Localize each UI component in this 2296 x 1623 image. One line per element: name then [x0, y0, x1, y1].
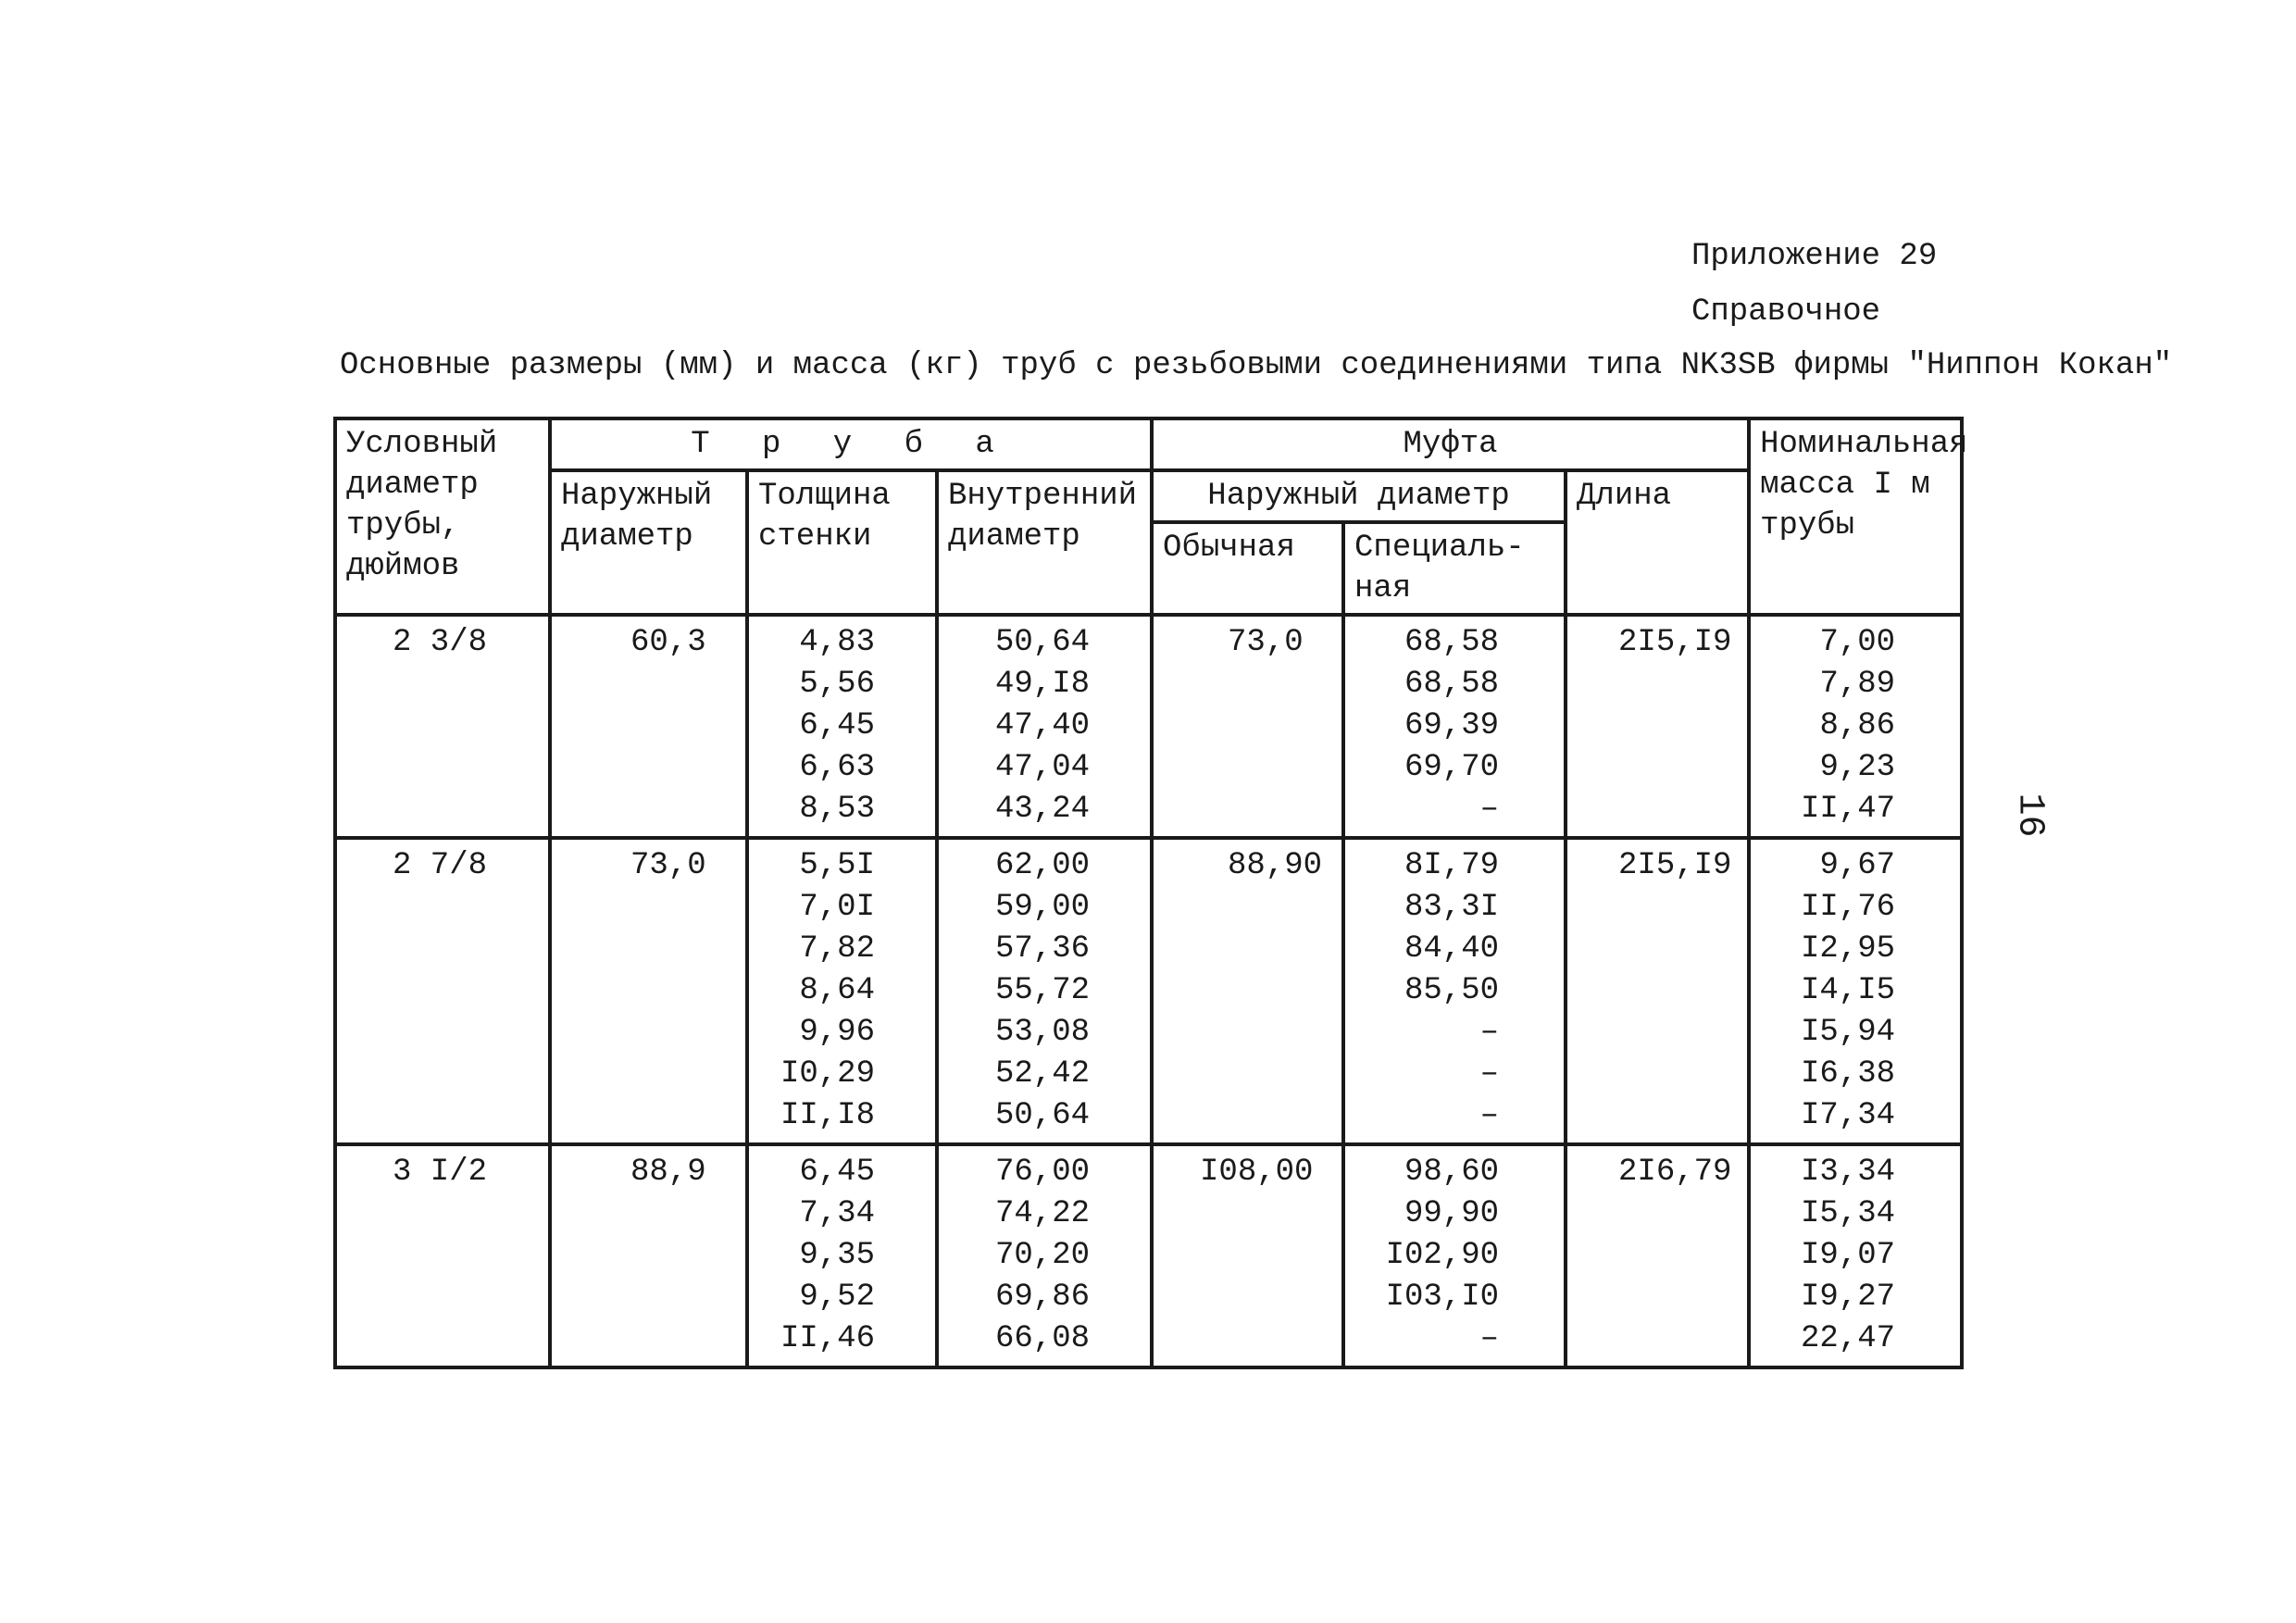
cell-nominal-mass-value: II,47	[1801, 792, 1896, 827]
cell-coupling-length-value: 2I5,I9	[1618, 625, 1732, 660]
cell-coupling-special-value: 69,70	[1404, 750, 1500, 785]
cell-nominal-diameter	[335, 838, 550, 1144]
cell-nominal-mass	[1749, 1144, 1962, 1367]
cell-nominal-mass-value: I2,95	[1801, 931, 1896, 967]
header-row-2	[335, 470, 1962, 522]
cell-wall-thickness-value: II,I8	[780, 1098, 875, 1133]
cell-nominal-diameter-value: 2 7/8	[393, 848, 488, 883]
cell-inner-diameter-value: 52,42	[995, 1056, 1091, 1092]
cell-nominal-mass	[1749, 615, 1962, 838]
header-pipe-group: Т р у б а	[550, 418, 1152, 470]
cell-coupling-special-value: 68,58	[1404, 667, 1500, 702]
cell-coupling-special-value: 83,3I	[1404, 890, 1500, 925]
cell-wall-thickness-value: 7,0I	[799, 890, 875, 925]
cell-wall-thickness-value: 5,56	[799, 667, 875, 702]
cell-wall-thickness-value: 6,45	[799, 1155, 875, 1190]
cell-inner-diameter-value: 62,00	[995, 848, 1091, 883]
table-row	[335, 838, 1962, 1144]
cell-wall-thickness-value: II,46	[780, 1321, 875, 1356]
table-row	[335, 1144, 1962, 1367]
cell-wall-thickness	[747, 615, 937, 838]
cell-outer-diameter	[550, 615, 747, 838]
cell-coupling-length	[1566, 1144, 1749, 1367]
cell-inner-diameter-value: 43,24	[995, 792, 1091, 827]
cell-nominal-mass-value: 9,67	[1819, 848, 1896, 883]
cell-inner-diameter-value: 57,36	[995, 931, 1091, 967]
cell-coupling-special-value: 84,40	[1404, 931, 1500, 967]
cell-wall-thickness-value: 5,5I	[799, 848, 875, 883]
cell-nominal-mass-value: I5,34	[1801, 1196, 1896, 1231]
cell-nominal-mass-value: I4,I5	[1801, 973, 1896, 1008]
cell-inner-diameter-value: 76,00	[995, 1155, 1091, 1190]
cell-wall-thickness-value: 6,45	[799, 708, 875, 743]
cell-wall-thickness-value: 9,96	[799, 1015, 875, 1050]
cell-inner-diameter-value: 74,22	[995, 1196, 1091, 1231]
cell-coupling-special-value: –	[1479, 792, 1500, 827]
cell-nominal-mass-value: I6,38	[1801, 1056, 1896, 1092]
cell-nominal-mass-value: 7,89	[1819, 667, 1896, 702]
annex-title: Приложение 29	[1691, 239, 1938, 274]
cell-coupling-special	[1343, 615, 1566, 838]
cell-inner-diameter-value: 49,I8	[995, 667, 1091, 702]
header-coupling-regular: Обычная	[1152, 522, 1343, 615]
cell-nominal-diameter-value: 2 3/8	[393, 625, 488, 660]
cell-inner-diameter	[937, 615, 1152, 838]
cell-nominal-mass-value: I3,34	[1801, 1155, 1896, 1190]
header-coupling-group: Муфта	[1152, 418, 1749, 470]
cell-coupling-special-value: –	[1479, 1015, 1500, 1050]
pipe-dimensions-table	[333, 417, 1968, 1369]
cell-coupling-special-value: 8I,79	[1404, 848, 1500, 883]
cell-nominal-mass-value: 9,23	[1819, 750, 1896, 785]
cell-nominal-mass-value: I9,07	[1801, 1238, 1896, 1273]
cell-inner-diameter-value: 47,04	[995, 750, 1091, 785]
cell-wall-thickness-value: 4,83	[799, 625, 875, 660]
cell-inner-diameter	[937, 1144, 1152, 1367]
cell-coupling-regular-value: 73,0	[1228, 625, 1304, 660]
cell-wall-thickness-value: 6,63	[799, 750, 875, 785]
cell-nominal-mass	[1749, 838, 1962, 1144]
cell-inner-diameter-value: 50,64	[995, 625, 1091, 660]
cell-coupling-special-value: I03,I0	[1385, 1280, 1500, 1315]
cell-coupling-special-value: 85,50	[1404, 973, 1500, 1008]
cell-nominal-diameter	[335, 1144, 550, 1367]
page-number: 16	[2008, 793, 2051, 838]
header-coupling-special: Специаль- ная	[1343, 522, 1566, 615]
cell-inner-diameter-value: 59,00	[995, 890, 1091, 925]
cell-nominal-mass-value: 8,86	[1819, 708, 1896, 743]
cell-coupling-length-value: 2I5,I9	[1618, 848, 1732, 883]
cell-wall-thickness-value: 8,53	[799, 792, 875, 827]
cell-coupling-regular	[1152, 838, 1343, 1144]
header-nominal-mass: Номинальная масса I м трубы	[1749, 418, 1962, 615]
table-row	[335, 615, 1962, 838]
cell-coupling-special-value: I02,90	[1385, 1238, 1500, 1273]
cell-wall-thickness-value: 9,52	[799, 1280, 875, 1315]
header-row-1	[335, 418, 1962, 470]
header-inner-diameter: Внутренний диаметр	[937, 470, 1152, 615]
cell-coupling-regular	[1152, 1144, 1343, 1367]
cell-wall-thickness	[747, 1144, 937, 1367]
cell-wall-thickness-value: 7,34	[799, 1196, 875, 1231]
cell-wall-thickness	[747, 838, 937, 1144]
header-pipe-outer-diameter: Наружный диаметр	[550, 470, 747, 615]
cell-inner-diameter-value: 70,20	[995, 1238, 1091, 1273]
cell-wall-thickness-value: 8,64	[799, 973, 875, 1008]
cell-nominal-diameter-value: 3 I/2	[393, 1155, 488, 1190]
cell-coupling-special-value: 99,90	[1404, 1196, 1500, 1231]
cell-nominal-mass-value: I5,94	[1801, 1015, 1896, 1050]
cell-wall-thickness-value: I0,29	[780, 1056, 875, 1092]
cell-coupling-special-value: 98,60	[1404, 1155, 1500, 1190]
table-body	[335, 615, 1962, 1367]
cell-nominal-mass-value: 22,47	[1801, 1321, 1896, 1356]
cell-inner-diameter-value: 53,08	[995, 1015, 1091, 1050]
cell-wall-thickness-value: 9,35	[799, 1238, 875, 1273]
cell-coupling-special-value: 69,39	[1404, 708, 1500, 743]
cell-coupling-length-value: 2I6,79	[1618, 1155, 1732, 1190]
cell-coupling-special	[1343, 1144, 1566, 1367]
cell-inner-diameter-value: 55,72	[995, 973, 1091, 1008]
cell-coupling-length	[1566, 615, 1749, 838]
cell-inner-diameter-value: 69,86	[995, 1280, 1091, 1315]
cell-coupling-special-value: –	[1479, 1321, 1500, 1356]
annex-kind: Справочное	[1691, 294, 1881, 330]
cell-coupling-regular	[1152, 615, 1343, 838]
cell-outer-diameter-value: 88,9	[630, 1155, 706, 1190]
header-nominal-diameter: Условный диаметр трубы, дюймов	[335, 418, 550, 615]
cell-coupling-special	[1343, 838, 1566, 1144]
cell-outer-diameter	[550, 1144, 747, 1367]
cell-nominal-mass-value: II,76	[1801, 890, 1896, 925]
cell-nominal-diameter	[335, 615, 550, 838]
cell-coupling-regular-value: I08,00	[1200, 1155, 1314, 1190]
cell-inner-diameter	[937, 838, 1152, 1144]
cell-coupling-special-value: –	[1479, 1056, 1500, 1092]
header-coupling-outer-diameter: Наружный диаметр	[1152, 470, 1566, 522]
table-caption: Основные размеры (мм) и масса (кг) труб с резьбовыми соединениями типа NK3SB фирмы "Ниппон Кокан"	[340, 348, 2173, 383]
cell-inner-diameter-value: 66,08	[995, 1321, 1091, 1356]
cell-inner-diameter-value: 50,64	[995, 1098, 1091, 1133]
cell-outer-diameter	[550, 838, 747, 1144]
cell-nominal-mass-value: I9,27	[1801, 1280, 1896, 1315]
cell-coupling-length	[1566, 838, 1749, 1144]
cell-coupling-special-value: 68,58	[1404, 625, 1500, 660]
header-wall-thickness: Толщина стенки	[747, 470, 937, 615]
cell-outer-diameter-value: 60,3	[630, 625, 706, 660]
cell-nominal-mass-value: 7,00	[1819, 625, 1896, 660]
cell-wall-thickness-value: 7,82	[799, 931, 875, 967]
header-coupling-length: Длина	[1566, 470, 1749, 615]
cell-coupling-special-value: –	[1479, 1098, 1500, 1133]
cell-outer-diameter-value: 73,0	[630, 848, 706, 883]
cell-coupling-regular-value: 88,90	[1228, 848, 1323, 883]
cell-inner-diameter-value: 47,40	[995, 708, 1091, 743]
cell-nominal-mass-value: I7,34	[1801, 1098, 1896, 1133]
